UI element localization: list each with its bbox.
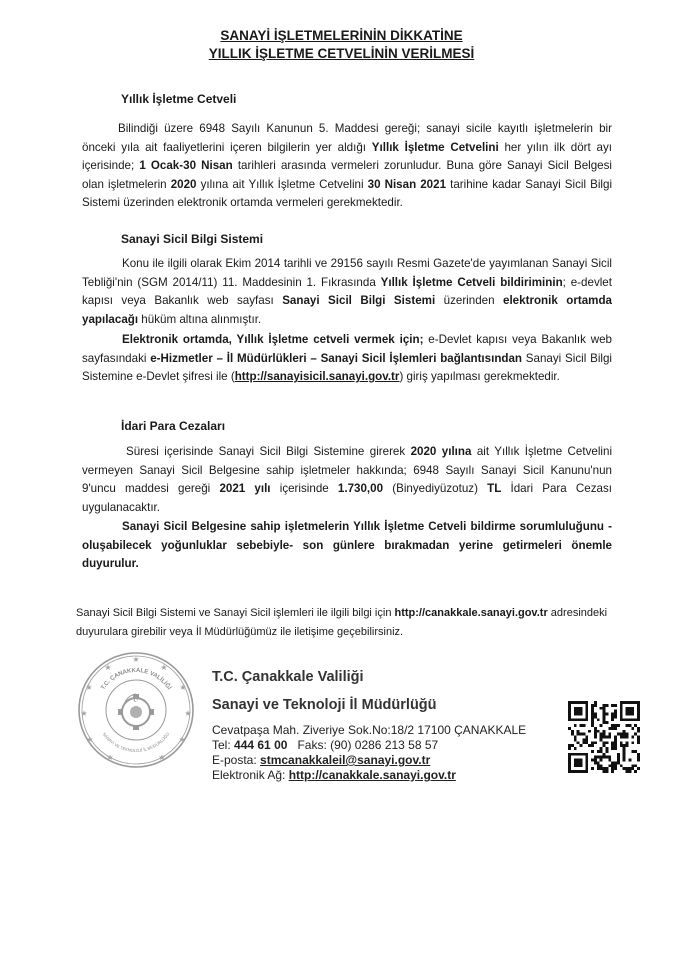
email-link[interactable]: stmcanakkaleil@sanayi.gov.tr [260,753,431,767]
office-address: Cevatpaşa Mah. Ziveriye Sok.No:18/2 17100 ÇANAKKALE [212,723,527,737]
seal-bottom-text: SANAYİ VE TEKNOLOJİ İL MÜDÜRLÜĞÜ [101,731,171,754]
office-line2: Sanayi ve Teknoloji İl Müdürlüğü [212,697,437,713]
office-email: E-posta: stmcanakkaleil@sanayi.gov.tr [212,753,431,767]
section-heading-ceza: İdari Para Cezaları [121,419,226,433]
paragraph-1: Bilindiği üzere 6948 Sayılı Kanunun 5. Maddesi gereği; sanayi sicile kayıtlı işletmelerin bir önceki yıla ait faaliyetlerini içeren bilgilerin yer aldığı Yıllık İşletme Cetvelini her yılın ilk dört ayı içerisinde; 1 Ocak-30 Nisan tarihleri arasında vermeleri zorunludur. Buna göre Sanayi Sicil Belgesi olan işletmelerin 2020 yılına ait Yıllık İşletme Cetvelini 30 Nisan 2021 tarihine kadar Sanayi Sicil Bilgi Sistemi üzerinden elektronik ortamda vermeleri gerekmektedir. [82,122,613,210]
document-title-line2: YILLIK İŞLETME CETVELİNİN VERİLMESİ [208,46,475,61]
seal-top-text: T.C. ÇANAKKALE VALİLİĞİ [100,667,172,692]
section-heading-sicil: Sanayi Sicil Bilgi Sistemi [121,232,264,246]
office-line1: T.C. Çanakkale Valiliği [212,669,364,685]
svg-text:★: ★ [86,735,94,744]
paragraph-4: Süresi içerisinde Sanayi Sicil Bilgi Sistemine girerek 2020 yılına ait Yıllık İşletme Cetvelini vermeyen Sanayi Sicil Belgesine sahip işletmeler hakkında; 6948 Sayılı Sanayi Sicil Kanunu'nun 9'uncu maddesi gereği 2021 yılı içerisinde 1.730,00 (Binyediyüzotuz) TL İdari Para Cezası uygulanacaktır. [82,445,613,514]
web-link[interactable]: http://canakkale.sanayi.gov.tr [288,768,456,782]
sanayisicil-link[interactable]: http://sanayisicil.sanayi.gov.tr [234,370,400,384]
svg-text:★: ★ [80,709,88,718]
office-web: Elektronik Ağ: http://canakkale.sanayi.gov.tr [212,768,456,782]
svg-text:★: ★ [178,735,186,744]
official-seal-icon [76,650,196,770]
svg-text:★: ★ [158,753,166,762]
svg-text:★: ★ [106,753,114,762]
document-title-line1: SANAYİ İŞLETMELERİNİN DİKKATİNE [220,28,463,43]
paragraph-5: Sanayi Sicil Belgesine sahip işletmelerin Yıllık İşletme Cetveli bildirme sorumluluğunu -oluşabilecek yoğunluklar sebebiyle- son günlere bırakmadan yerine getirmeleri önemle duyurulur. [82,520,612,571]
canakkale-link[interactable]: http://canakkale.sanayi.gov.tr [394,607,548,619]
svg-text:☪: ☪ [133,698,139,704]
footer-note: Sanayi Sicil Bilgi Sistemi ve Sanayi Sicil işlemleri ile ilgili bilgi için http://canakkale.sanayi.gov.tr adresindeki duyurulara girebilir veya İl Müdürlüğümüz ile iletişime geçebilirsiniz. [76,607,608,638]
svg-text:★: ★ [160,663,168,672]
svg-text:★: ★ [179,683,187,692]
office-phone: Tel: 444 61 00 Faks: (90) 0286 213 58 57 [212,738,439,752]
svg-text:★: ★ [85,683,93,692]
qr-code-icon[interactable] [568,701,640,773]
svg-text:★: ★ [132,655,140,664]
section-heading-yillik: Yıllık İşletme Cetveli [121,92,237,106]
svg-text:SANAYİ VE TEKNOLOJİ İL MÜDÜRLÜ [102,732,171,753]
paragraph-2: Konu ile ilgili olarak Ekim 2014 tarihli ve 29156 sayılı Resmi Gazete'de yayımlanan Sanayi Sicil Tebliği'nin (SGM 2014/11) 11. Maddesinin 1. Fıkrasında Yıllık İşletme Cetveli bildiriminin; e-devlet kapısı veya Bakanlık web sayfası Sanayi Sicil Bilgi Sistemi üzerinden elektronik ortamda yapılacağı hüküm altına alınmıştır. [82,257,612,326]
svg-text:★: ★ [104,663,112,672]
svg-text:★: ★ [184,709,192,718]
paragraph-3: Elektronik ortamda, Yıllık İşletme cetveli vermek için; e-Devlet kapısı veya Bakanlık web sayfasındaki e-Hizmetler – İl Müdürlükleri – Sanayi Sicil İşlemleri bağlantısından Sanayi Sicil Bilgi Sistemine e-Devlet şifresi ile (http://sanayisicil.sanayi.gov.tr) giriş yapılması gerekmektedir. [82,333,612,384]
